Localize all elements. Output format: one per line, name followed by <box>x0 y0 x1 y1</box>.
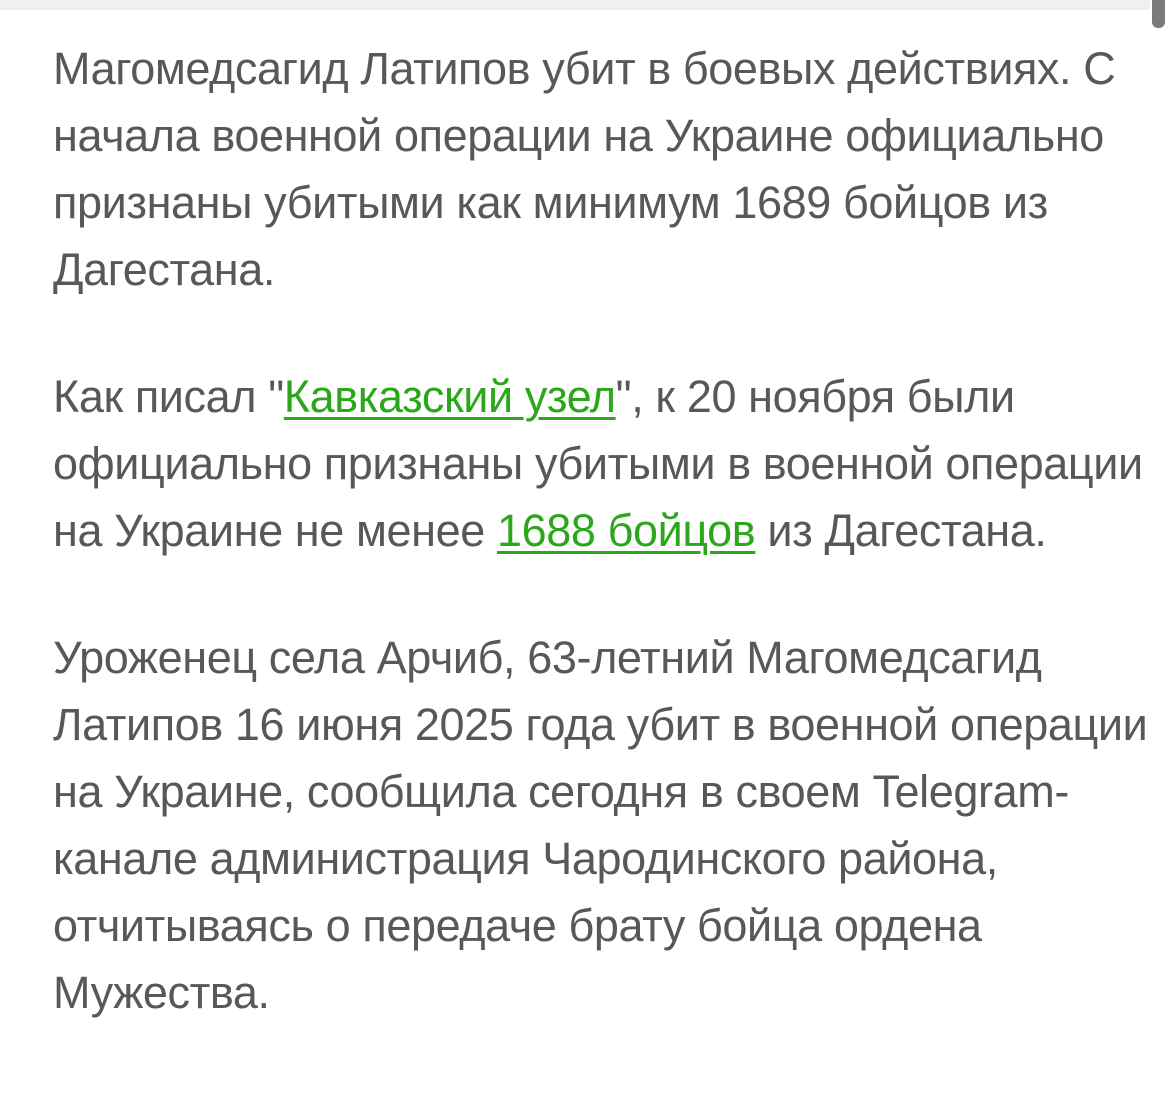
text-run: на Украине не менее <box>53 505 497 556</box>
text-line <box>53 892 1123 959</box>
text-run: Дагестана. <box>53 244 275 295</box>
text-run: канале администрация Чародинского района, <box>53 833 998 884</box>
text-line <box>53 624 1123 691</box>
text-line <box>53 758 1123 825</box>
text-run: отчитываясь о передаче брату бойца ордена <box>53 900 982 951</box>
text-run: Как писал " <box>53 371 284 422</box>
text-line <box>53 430 1143 497</box>
paragraph <box>53 363 1143 564</box>
article-link[interactable]: 1688 бойцов <box>496 505 756 556</box>
text-run: признаны убитыми как минимум 1689 бойцов из <box>53 177 1048 228</box>
text-line <box>53 363 1123 430</box>
text-run: Латипов 16 июня 2025 года убит в военной операции <box>53 699 1148 750</box>
scrollbar-track[interactable] <box>1152 0 1170 1103</box>
article-link[interactable]: Кавказский узел <box>283 371 616 422</box>
paragraph <box>53 624 1148 1026</box>
text-line <box>53 691 1148 758</box>
text-run: Уроженец села Арчиб, 63-летний Магомедсагид <box>53 632 1042 683</box>
text-line <box>53 169 1123 236</box>
text-run: ", к 20 ноября были <box>615 371 1015 422</box>
text-line <box>53 825 1123 892</box>
text-run: Магомедсагид Латипов убит в боевых действиях. С <box>53 43 1116 94</box>
text-line <box>53 35 1123 102</box>
text-run: Мужества. <box>53 967 270 1018</box>
paragraph <box>53 35 1123 303</box>
text-line <box>53 102 1123 169</box>
text-run: официально признаны убитыми в военной операции <box>53 438 1143 489</box>
text-run: из Дагестана. <box>755 505 1047 556</box>
text-run: начала военной операции на Украине официально <box>53 110 1104 161</box>
article-body <box>53 35 1148 1086</box>
text-line <box>53 497 1123 564</box>
top-bar <box>0 0 1150 10</box>
text-line <box>53 236 1123 303</box>
text-run: на Украине, сообщила сегодня в своем Telegram- <box>53 766 1069 817</box>
text-line <box>53 959 1123 1026</box>
scrollbar-thumb[interactable] <box>1152 0 1165 28</box>
